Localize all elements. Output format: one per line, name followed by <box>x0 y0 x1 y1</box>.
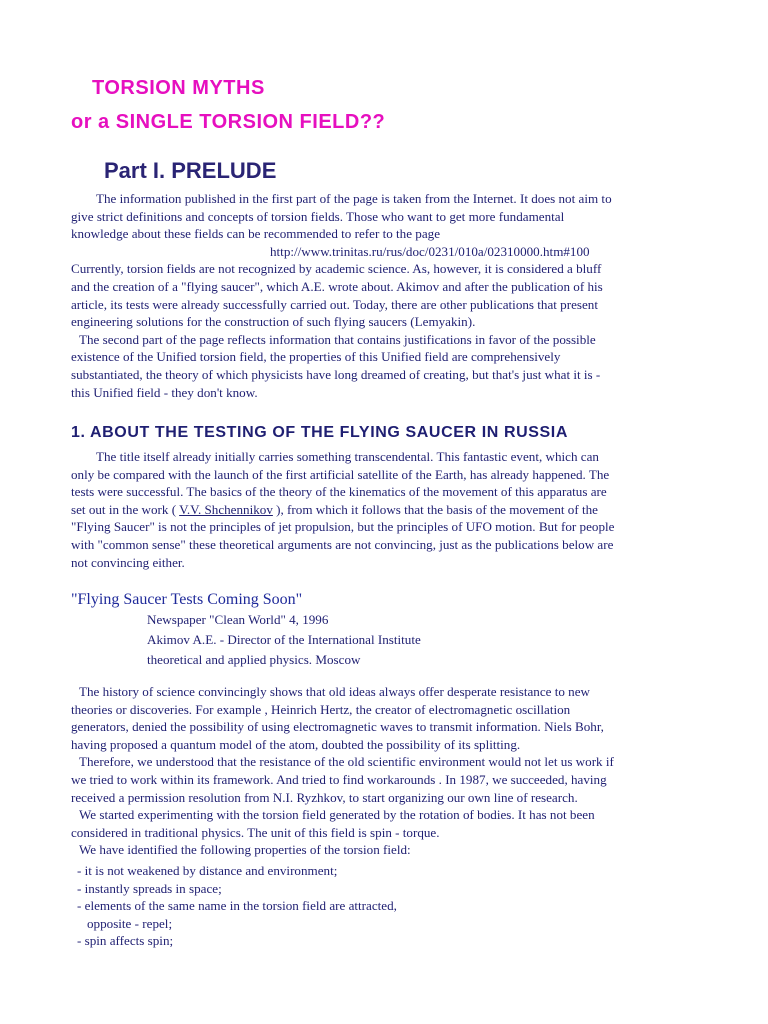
list-item: - instantly spreads in space; <box>77 880 222 896</box>
intro-line: The information published in the first part of the page is taken from the Internet. It does not aim to <box>96 191 612 206</box>
section-line: not convincing either. <box>71 554 185 570</box>
intro-line: and the creation of a "flying saucer", which A.E. wrote about. Akimov and after the publication of his <box>71 278 603 294</box>
section-text: ), from which it follows that the basis of the movement of the <box>272 501 598 517</box>
part-heading: Part I. PRELUDE <box>104 158 277 183</box>
intro-line: article, its tests were already successfully carried out. Today, there are other publications that present <box>71 296 598 312</box>
section-line: only be compared with the launch of the first artificial satellite of the Earth, has already happened. The <box>71 466 610 482</box>
article-meta-line: Newspaper "Clean World" 4, 1996 <box>147 612 329 627</box>
section-line: The title itself already initially carries something transcendental. This fantastic event, which can <box>96 449 599 464</box>
article-line: Therefore, we understood that the resistance of the old scientific environment would not let us work if <box>79 754 614 770</box>
list-item: opposite - repel; <box>87 915 173 931</box>
intro-line: substantiated, the theory of which physicists have long dreamed of creating, but that's just what it is - <box>71 366 601 382</box>
intro-line: give strict definitions and concepts of torsion fields. Those who want to get more fundamental <box>71 208 565 224</box>
article-meta-line: Akimov A.E. - Director of the International Institute <box>147 632 421 647</box>
shchennikov-link[interactable]: V.V. Shchennikov <box>179 501 273 517</box>
reference-url-link[interactable]: http://www.trinitas.ru/rus/doc/0231/010a/02310000.htm#100 <box>270 243 590 259</box>
article-line: having proposed a quantum model of the atom, doubted the possibility of its splitting. <box>71 736 521 752</box>
article-body <box>71 683 711 859</box>
article-meta-line: theoretical and applied physics. Moscow <box>147 652 361 667</box>
article-line: We started experimenting with the torsion field generated by the rotation of bodies. It has not been <box>79 807 595 823</box>
intro-line: Currently, torsion fields are not recognized by academic science. As, however, it is considered a bluff <box>71 261 602 277</box>
list-item: - elements of the same name in the torsion field are attracted, <box>77 898 397 914</box>
intro-paragraph <box>71 190 711 401</box>
article-line: The history of science convincingly shows that old ideas always offer desperate resistance to new <box>79 684 590 699</box>
article-line: generators, denied the possibility of using electromagnetic waves to transmit information. Niels Bohr, <box>71 719 604 735</box>
article-line: received a permission resolution from N.I. Ryzhkov, to start organizing our own line of research. <box>71 789 578 805</box>
article-meta <box>147 610 421 670</box>
section-line: with "common sense" these theoretical arguments are not convincing, just as the publications below are <box>71 536 614 552</box>
article-line: theories or discoveries. For example , Heinrich Hertz, the creator of electromagnetic oscillation <box>71 701 571 717</box>
intro-line: engineering solutions for the construction of such flying saucers (Lemyakin). <box>71 314 476 330</box>
section-line: tests were successful. The basics of the theory of the kinematics of the movement of this apparatus are <box>71 484 607 500</box>
section-paragraph <box>71 448 711 571</box>
properties-list <box>71 862 397 950</box>
list-item: - spin affects spin; <box>77 933 174 949</box>
section-heading: 1. ABOUT THE TESTING OF THE FLYING SAUCER IN RUSSIA <box>71 424 569 441</box>
intro-line: existence of the Unified torsion field, the properties of this Unified field are comprehensively <box>71 349 561 365</box>
article-title: "Flying Saucer Tests Coming Soon" <box>71 591 303 608</box>
section-line: "Flying Saucer" is not the principles of jet propulsion, but the principles of UFO motion. But for people <box>71 519 615 535</box>
list-item: - it is not weakened by distance and environment; <box>77 863 338 878</box>
intro-line: knowledge about these fields can be recommended to refer to the page <box>71 226 441 242</box>
intro-line: The second part of the page reflects information that contains justifications in favor of the possible <box>79 331 596 347</box>
article-line: We have identified the following properties of the torsion field: <box>79 842 411 858</box>
section-text: set out in the work ( <box>71 501 180 517</box>
title-line-2: or a SINGLE TORSION FIELD?? <box>71 111 386 133</box>
article-line: considered in traditional physics. The unit of this field is spin - torque. <box>71 824 440 840</box>
intro-line: this Unified field - they don't know. <box>71 384 258 400</box>
title-line-1: TORSION MYTHS <box>92 77 265 99</box>
section-line <box>71 501 711 519</box>
article-line: we tried to work within its framework. And tried to find workarounds . In 1987, we succeeded, having <box>71 771 607 787</box>
